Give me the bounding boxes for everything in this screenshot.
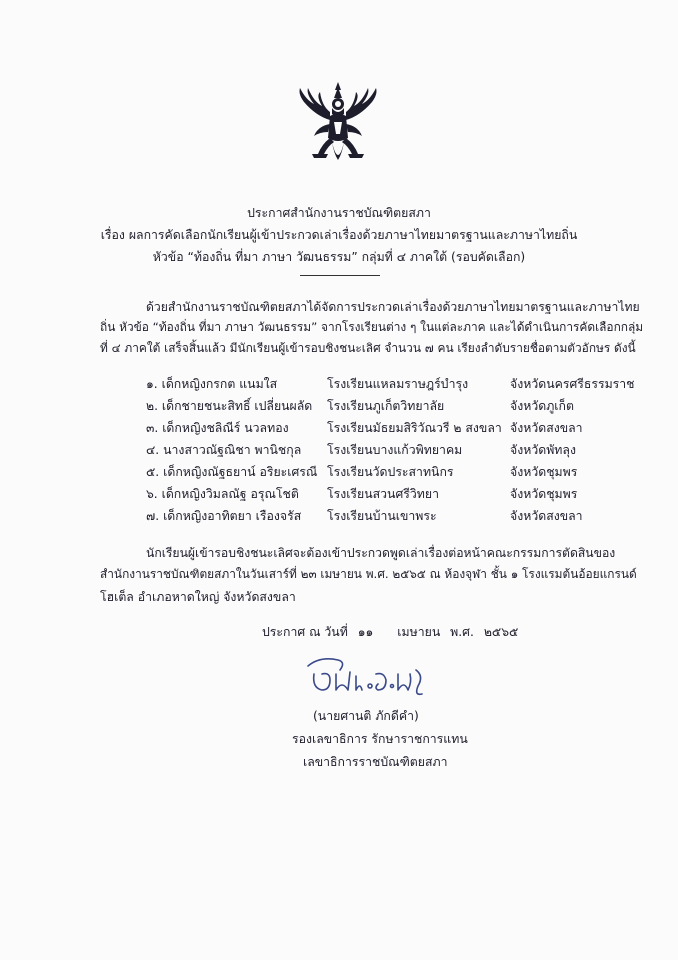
student-province: จังหวัดพัทลุง bbox=[510, 443, 576, 457]
signatory-title: เลขาธิการราชบัณฑิตยสภา bbox=[303, 755, 448, 769]
student-name: ๓. เด็กหญิงชลิณีร์ นวลทอง bbox=[146, 421, 289, 435]
signatory-name: (นายศานติ ภักดีคำ) bbox=[313, 709, 419, 723]
garuda-emblem-icon bbox=[288, 80, 388, 174]
student-school: โรงเรียนภูเก็ตวิทยาลัย bbox=[327, 399, 445, 413]
paragraph1-line: ถิ่น หัวข้อ “ท้องถิ่น ที่มา ภาษา วัฒนธรรม” จากโรงเรียนต่าง ๆ ในแต่ละภาค และได้ดำเนินการคัดเลือกกลุ่ม bbox=[100, 320, 644, 334]
student-province: จังหวัดชุมพร bbox=[510, 487, 578, 501]
student-school: โรงเรียนบ้านเขาพระ bbox=[327, 509, 437, 523]
announced-day: ๑๑ bbox=[357, 625, 374, 639]
header-divider bbox=[300, 275, 380, 276]
student-school: โรงเรียนมัธยมสิริวัณวรี ๒ สงขลา bbox=[327, 421, 502, 435]
announcement-subject: เรื่อง ผลการคัดเลือกนักเรียนผู้เข้าประกวดเล่าเรื่องด้วยภาษาไทยมาตรฐานและภาษาไทยถิ่น bbox=[100, 228, 578, 242]
announced-date bbox=[262, 626, 518, 638]
student-school: โรงเรียนวัดประสาทนิกร bbox=[327, 465, 454, 479]
paragraph2-line: สำนักงานราชบัณฑิตยสภาในวันเสาร์ที่ ๒๓ เมษายน พ.ศ. ๒๕๖๕ ณ ห้องจุฬา ชั้น ๑ โรงแรมต้นอ้อยแกรนด์ bbox=[100, 567, 637, 581]
announcement-topic: หัวข้อ “ท้องถิ่น ที่มา ภาษา วัฒนธรรม” กลุ่มที่ ๔ ภาคใต้ (รอบคัดเลือก) bbox=[152, 250, 526, 264]
student-province: จังหวัดภูเก็ต bbox=[510, 399, 574, 413]
student-province: จังหวัดสงขลา bbox=[510, 509, 583, 523]
announcement-office: ประกาศสำนักงานราชบัณฑิตยสภา bbox=[247, 206, 431, 220]
student-province: จังหวัดสงขลา bbox=[510, 421, 583, 435]
student-name: ๔. นางสาวณัฐณิชา พานิชกุล bbox=[146, 443, 302, 457]
announced-era: พ.ศ. bbox=[450, 625, 474, 639]
student-name: ๒. เด็กชายชนะสิทธิ์ เปลี่ยนผลัด bbox=[146, 399, 313, 413]
student-province: จังหวัดนครศรีธรรมราช bbox=[510, 377, 635, 391]
announced-year: ๒๕๖๕ bbox=[483, 625, 519, 639]
student-name: ๕. เด็กหญิงณัฐธยาน์ อริยะเศรณี bbox=[146, 465, 318, 479]
student-school: โรงเรียนบางแก้วพิทยาคม bbox=[327, 443, 463, 457]
student-province: จังหวัดชุมพร bbox=[510, 465, 578, 479]
student-name: ๑. เด็กหญิงกรกต แนมใส bbox=[146, 377, 278, 391]
signatory-position: รองเลขาธิการ รักษาราชการแทน bbox=[292, 732, 468, 746]
paragraph1-line: ด้วยสำนักงานราชบัณฑิตยสภาได้จัดการประกวดเล่าเรื่องด้วยภาษาไทยมาตรฐานและภาษาไทย bbox=[146, 300, 640, 314]
paragraph2-line: นักเรียนผู้เข้ารอบชิงชนะเลิศจะต้องเข้าประกวดพูดเล่าเรื่องต่อหน้าคณะกรรมการตัดสินของ bbox=[146, 546, 616, 560]
student-name: ๖. เด็กหญิงวิมลณัฐ อรุณโชติ bbox=[146, 487, 299, 501]
student-name: ๗. เด็กหญิงอาทิตยา เรืองจรัส bbox=[146, 509, 302, 523]
student-school: โรงเรียนแหลมราษฎร์บำรุง bbox=[327, 377, 469, 391]
student-school: โรงเรียนสวนศรีวิทยา bbox=[327, 487, 439, 501]
announced-prefix: ประกาศ ณ วันที่ bbox=[262, 625, 348, 639]
handwritten-signature bbox=[300, 652, 430, 702]
announced-month: เมษายน bbox=[397, 625, 441, 639]
paragraph1-line: ที่ ๔ ภาคใต้ เสร็จสิ้นแล้ว มีนักเรียนผู้เข้ารอบชิงชนะเลิศ จำนวน ๗ คน เรียงลำดับรายชื่อตามตัวอักษร ดังนี้ bbox=[100, 341, 636, 355]
paragraph2-line: โฮเต็ล อำเภอหาดใหญ่ จังหวัดสงขลา bbox=[100, 590, 296, 604]
